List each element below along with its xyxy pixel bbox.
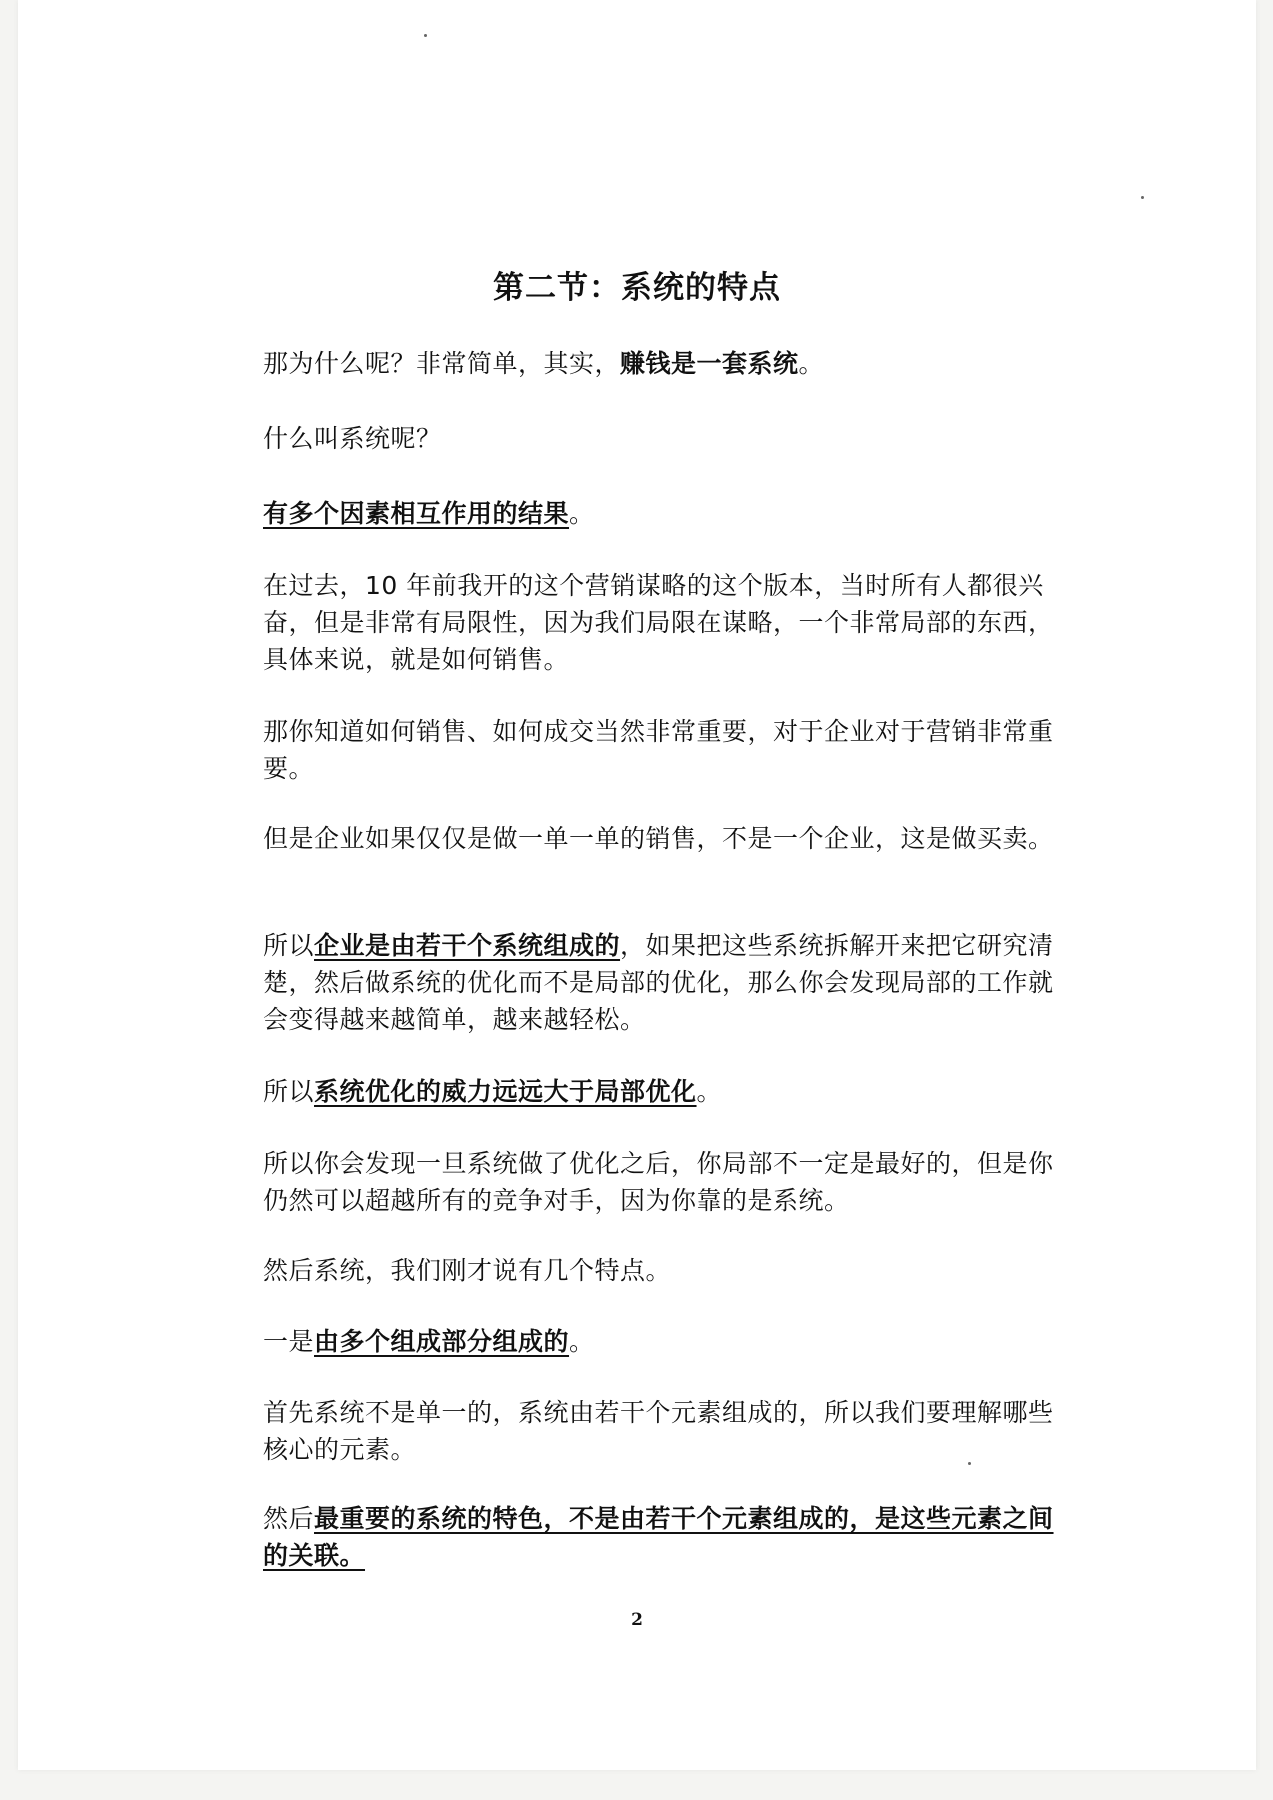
paragraph-4 (263, 567, 1073, 678)
underlined-phrase: 最重要的系统的特色，不是由若干个元素组成的，是这些元素之间的关联。 (263, 1504, 1054, 1570)
paragraph-13 (263, 1500, 1073, 1574)
document-page (18, 0, 1256, 1770)
paragraph-text: 首先系统不是单一的，系统由若干个元素组成的，所以我们要理解哪些核心的元素。 (263, 1398, 1054, 1464)
paragraph-text: 所以你会发现一旦系统做了优化之后，你局部不一定是最好的，但是你仍然可以超越所有的竞争对手，因为你靠的是系统。 (263, 1149, 1054, 1215)
paragraph-text: 一是 (263, 1327, 315, 1356)
paragraph-text: 。 (569, 499, 595, 528)
paragraph-11 (263, 1323, 1073, 1360)
paragraph-text: 。 (569, 1327, 595, 1356)
paragraph-text: 。 (798, 349, 825, 378)
paragraph-6 (263, 820, 1073, 857)
paragraph-7 (263, 927, 1073, 1038)
paragraph-text: ，如果把这些系统拆解开来把它研究清楚，然后做系统的优化而不是局部的优化，那么你会发现局部的工作就会变得越来越简单，越来越轻松。 (263, 931, 1054, 1034)
paragraph-text: 在过去，10 年前我开的这个营销谋略的这个版本，当时所有人都很兴奋，但是非常有局限性，因为我们局限在谋略，一个非常局部的东西，具体来说，就是如何销售。 (263, 571, 1054, 674)
page-number: 2 (631, 1610, 643, 1630)
paragraph-1 (263, 345, 1073, 382)
paragraph-2 (263, 420, 1073, 457)
underlined-phrase: 由多个组成部分组成的 (314, 1327, 570, 1356)
paragraph-10 (263, 1252, 1073, 1289)
paragraph-text: 然后 (263, 1504, 315, 1533)
underlined-phrase: 企业是由若干个系统组成的 (314, 931, 621, 960)
bold-phrase: 赚钱是一套系统 (620, 349, 799, 378)
paragraph-text: 所以 (263, 931, 315, 960)
paragraph-8 (263, 1073, 1073, 1110)
paragraph-text: 但是企业如果仅仅是做一单一单的销售，不是一个企业，这是做买卖。 (263, 824, 1054, 853)
scan-speck (1141, 196, 1144, 199)
scan-speck (968, 1462, 971, 1465)
section-title: 第二节：系统的特点 (493, 270, 781, 306)
paragraph-text: 那为什么呢？非常简单，其实， (263, 349, 621, 378)
paragraph-5 (263, 713, 1073, 787)
paragraph-text: 所以 (263, 1077, 315, 1106)
paragraph-3 (263, 495, 1073, 532)
scan-speck (424, 34, 427, 37)
paragraph-text: 那你知道如何销售、如何成交当然非常重要，对于企业对于营销非常重要。 (263, 717, 1054, 783)
paragraph-9 (263, 1145, 1073, 1219)
paragraph-text: 然后系统，我们刚才说有几个特点。 (263, 1256, 672, 1285)
paragraph-text: 什么叫系统呢？ (263, 424, 442, 453)
underlined-phrase: 有多个因素相互作用的结果 (263, 499, 570, 528)
paragraph-12 (263, 1394, 1073, 1468)
paragraph-text: 。 (696, 1077, 723, 1106)
underlined-phrase: 系统优化的威力远远大于局部优化 (314, 1077, 697, 1106)
